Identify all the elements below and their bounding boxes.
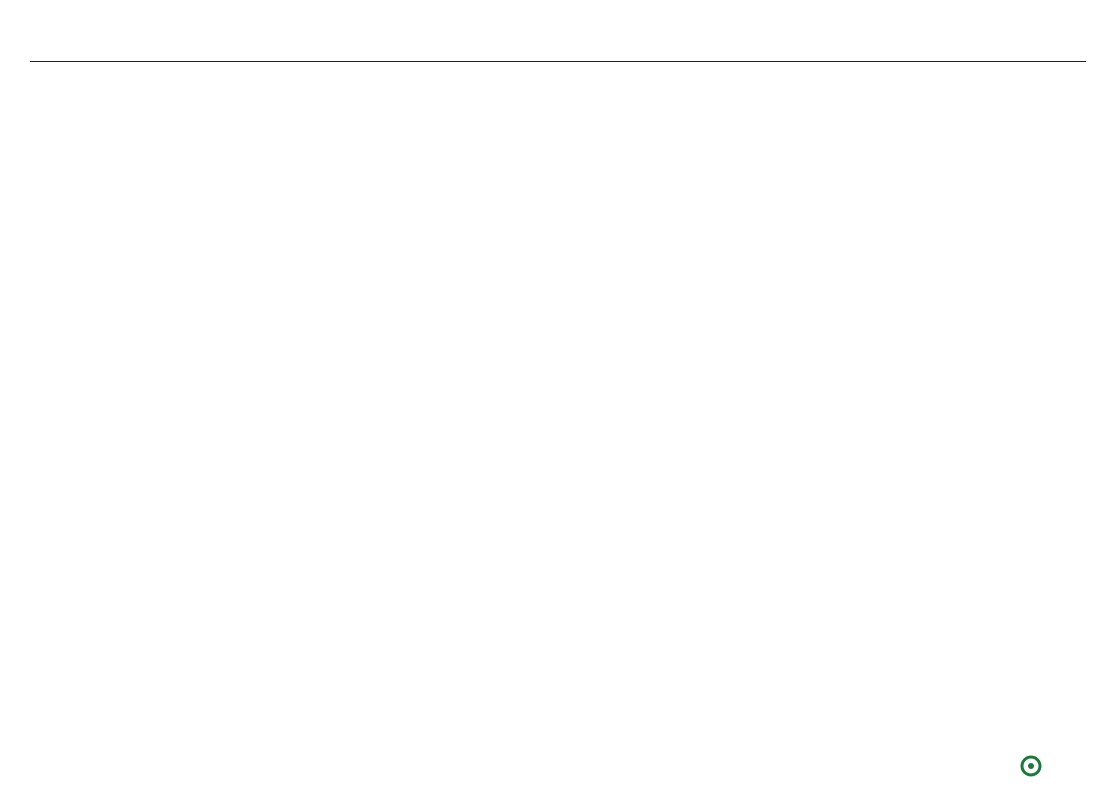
column-left [32,62,372,70]
column-middle [388,62,738,71]
site-logo [1020,752,1112,786]
logo-mark-icon [1020,752,1042,782]
